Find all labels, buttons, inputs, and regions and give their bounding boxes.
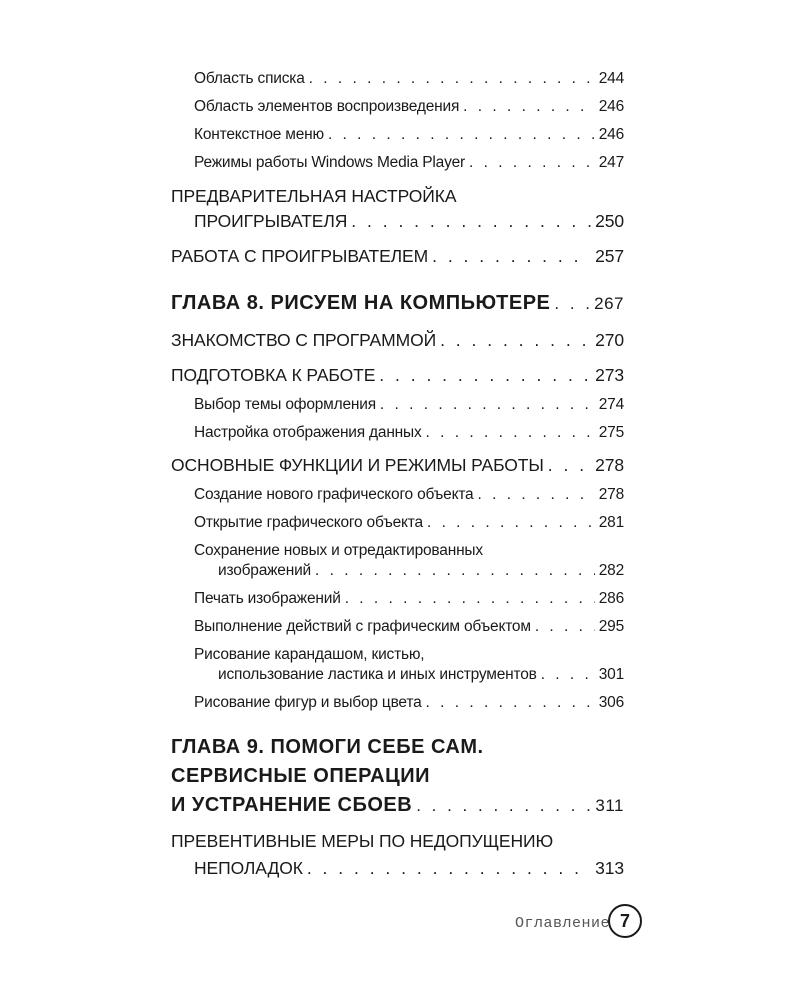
leader-dots	[426, 424, 595, 442]
toc-entry-page: 278	[598, 486, 624, 503]
toc-entry-title: Создание нового графического объекта	[194, 486, 474, 503]
toc-entry-page: 282	[598, 562, 624, 579]
toc-entry-title: Режимы работы Windows Media Player	[194, 154, 466, 171]
toc-entry-title: изображений	[218, 562, 311, 579]
toc-entry	[194, 424, 624, 442]
toc-entry	[194, 98, 624, 116]
toc-entry	[194, 694, 624, 712]
leader-dots	[416, 796, 591, 816]
toc-entry-title: Выбор темы оформления	[194, 396, 376, 413]
toc-entry-page: 257	[595, 246, 624, 266]
toc-entry-title: Область списка	[194, 70, 305, 87]
leader-dots	[440, 330, 591, 351]
toc-entry-page: 246	[598, 126, 624, 143]
toc-entry-title: Выполнение действий с графическим объектом	[194, 618, 531, 635]
toc-entry-page: 306	[598, 694, 624, 711]
toc-entry-title-line1: Сохранение новых и отредактированных	[194, 542, 483, 559]
leader-dots	[309, 70, 595, 88]
toc-entry	[194, 858, 624, 879]
leader-dots	[548, 455, 591, 476]
toc-entry	[194, 514, 624, 532]
leader-dots	[469, 154, 595, 172]
toc-entry-title: ПРОИГРЫВАТЕЛЯ	[194, 211, 348, 231]
leader-dots	[379, 365, 591, 386]
leader-dots	[315, 562, 595, 580]
toc-entry-page: 275	[598, 424, 624, 441]
toc-entry-title: Печать изображений	[194, 590, 341, 607]
toc-entry	[171, 330, 624, 351]
page-number-badge	[608, 904, 642, 938]
toc-entry	[171, 455, 624, 476]
toc-entry-title-line1: Рисование карандашом, кистью,	[194, 646, 425, 663]
leader-dots	[380, 396, 595, 414]
toc-entry	[194, 154, 624, 172]
leader-dots	[328, 126, 595, 144]
chapter-page: 267	[594, 294, 624, 313]
toc-entry	[218, 562, 624, 580]
toc-entry	[194, 211, 624, 232]
toc-entry-title: Область элементов воспроизведения	[194, 98, 460, 115]
leader-dots	[426, 694, 595, 712]
toc-entry	[194, 70, 624, 88]
leader-dots	[535, 618, 595, 636]
leader-dots	[427, 514, 595, 532]
leader-dots	[463, 98, 595, 116]
leader-dots	[432, 246, 591, 267]
toc-entry-page: 295	[598, 618, 624, 635]
toc-entry	[194, 618, 624, 636]
leader-dots	[307, 858, 591, 879]
toc-entry	[194, 126, 624, 144]
leader-dots	[554, 294, 590, 314]
leader-dots	[351, 211, 591, 232]
toc-entry-title-line1: ПРЕДВАРИТЕЛЬНАЯ НАСТРОЙКА	[171, 186, 457, 206]
toc-entry-page: 281	[598, 514, 624, 531]
chapter-page: 311	[595, 796, 624, 815]
chapter-title: ГЛАВА 8. РИСУЕМ НА КОМПЬЮТЕРЕ	[171, 292, 551, 314]
toc-entry-title: Рисование фигур и выбор цвета	[194, 694, 422, 711]
leader-dots	[345, 590, 595, 608]
toc-entry-title: ПОДГОТОВКА К РАБОТЕ	[171, 365, 376, 385]
toc-entry-title-line1: ПРЕВЕНТИВНЫЕ МЕРЫ ПО НЕДОПУЩЕНИЮ	[171, 831, 554, 851]
toc-entry-title: использование ластика и иных инструментов	[218, 666, 537, 683]
toc-entry-page: 313	[595, 858, 624, 878]
toc-entry-title: Настройка отображения данных	[194, 424, 422, 441]
toc-entry-page: 286	[598, 590, 624, 607]
toc-entry-page: 270	[595, 330, 624, 350]
toc-entry	[194, 396, 624, 414]
page-number: 7	[619, 910, 630, 931]
toc-entry-page: 247	[598, 154, 624, 171]
leader-dots	[477, 486, 594, 504]
toc-entry-page: 250	[595, 211, 624, 231]
chapter-title: И УСТРАНЕНИЕ СБОЕВ	[171, 794, 413, 816]
toc-entry-title: Контекстное меню	[194, 126, 324, 143]
toc-entry	[171, 246, 624, 267]
footer-section-label: Оглавление	[515, 915, 611, 932]
chapter-heading	[171, 292, 624, 315]
toc-entry-title: НЕПОЛАДОК	[194, 858, 303, 878]
toc-entry	[194, 486, 624, 504]
toc-entry	[171, 365, 624, 386]
chapter-title-line2: СЕРВИСНЫЕ ОПЕРАЦИИ	[171, 765, 430, 787]
toc-entry-title: Открытие графического объекта	[194, 514, 423, 531]
toc-entry-title: ЗНАКОМСТВО С ПРОГРАММОЙ	[171, 330, 437, 350]
toc-entry	[218, 666, 624, 684]
toc-entry-page: 244	[598, 70, 624, 87]
toc-entry-page: 273	[595, 365, 624, 385]
chapter-title-line1: ГЛАВА 9. ПОМОГИ СЕБЕ САМ.	[171, 736, 484, 758]
toc-entry-title: ОСНОВНЫЕ ФУНКЦИИ И РЕЖИМЫ РАБОТЫ	[171, 455, 544, 475]
toc-entry-page: 274	[598, 396, 624, 413]
toc-entry-page: 278	[595, 455, 624, 475]
toc-entry-title: РАБОТА С ПРОИГРЫВАТЕЛЕМ	[171, 246, 429, 266]
toc-entry	[194, 590, 624, 608]
toc-entry-page: 246	[598, 98, 624, 115]
toc-entry-page: 301	[598, 666, 624, 683]
chapter-heading	[171, 794, 624, 817]
leader-dots	[541, 666, 595, 684]
